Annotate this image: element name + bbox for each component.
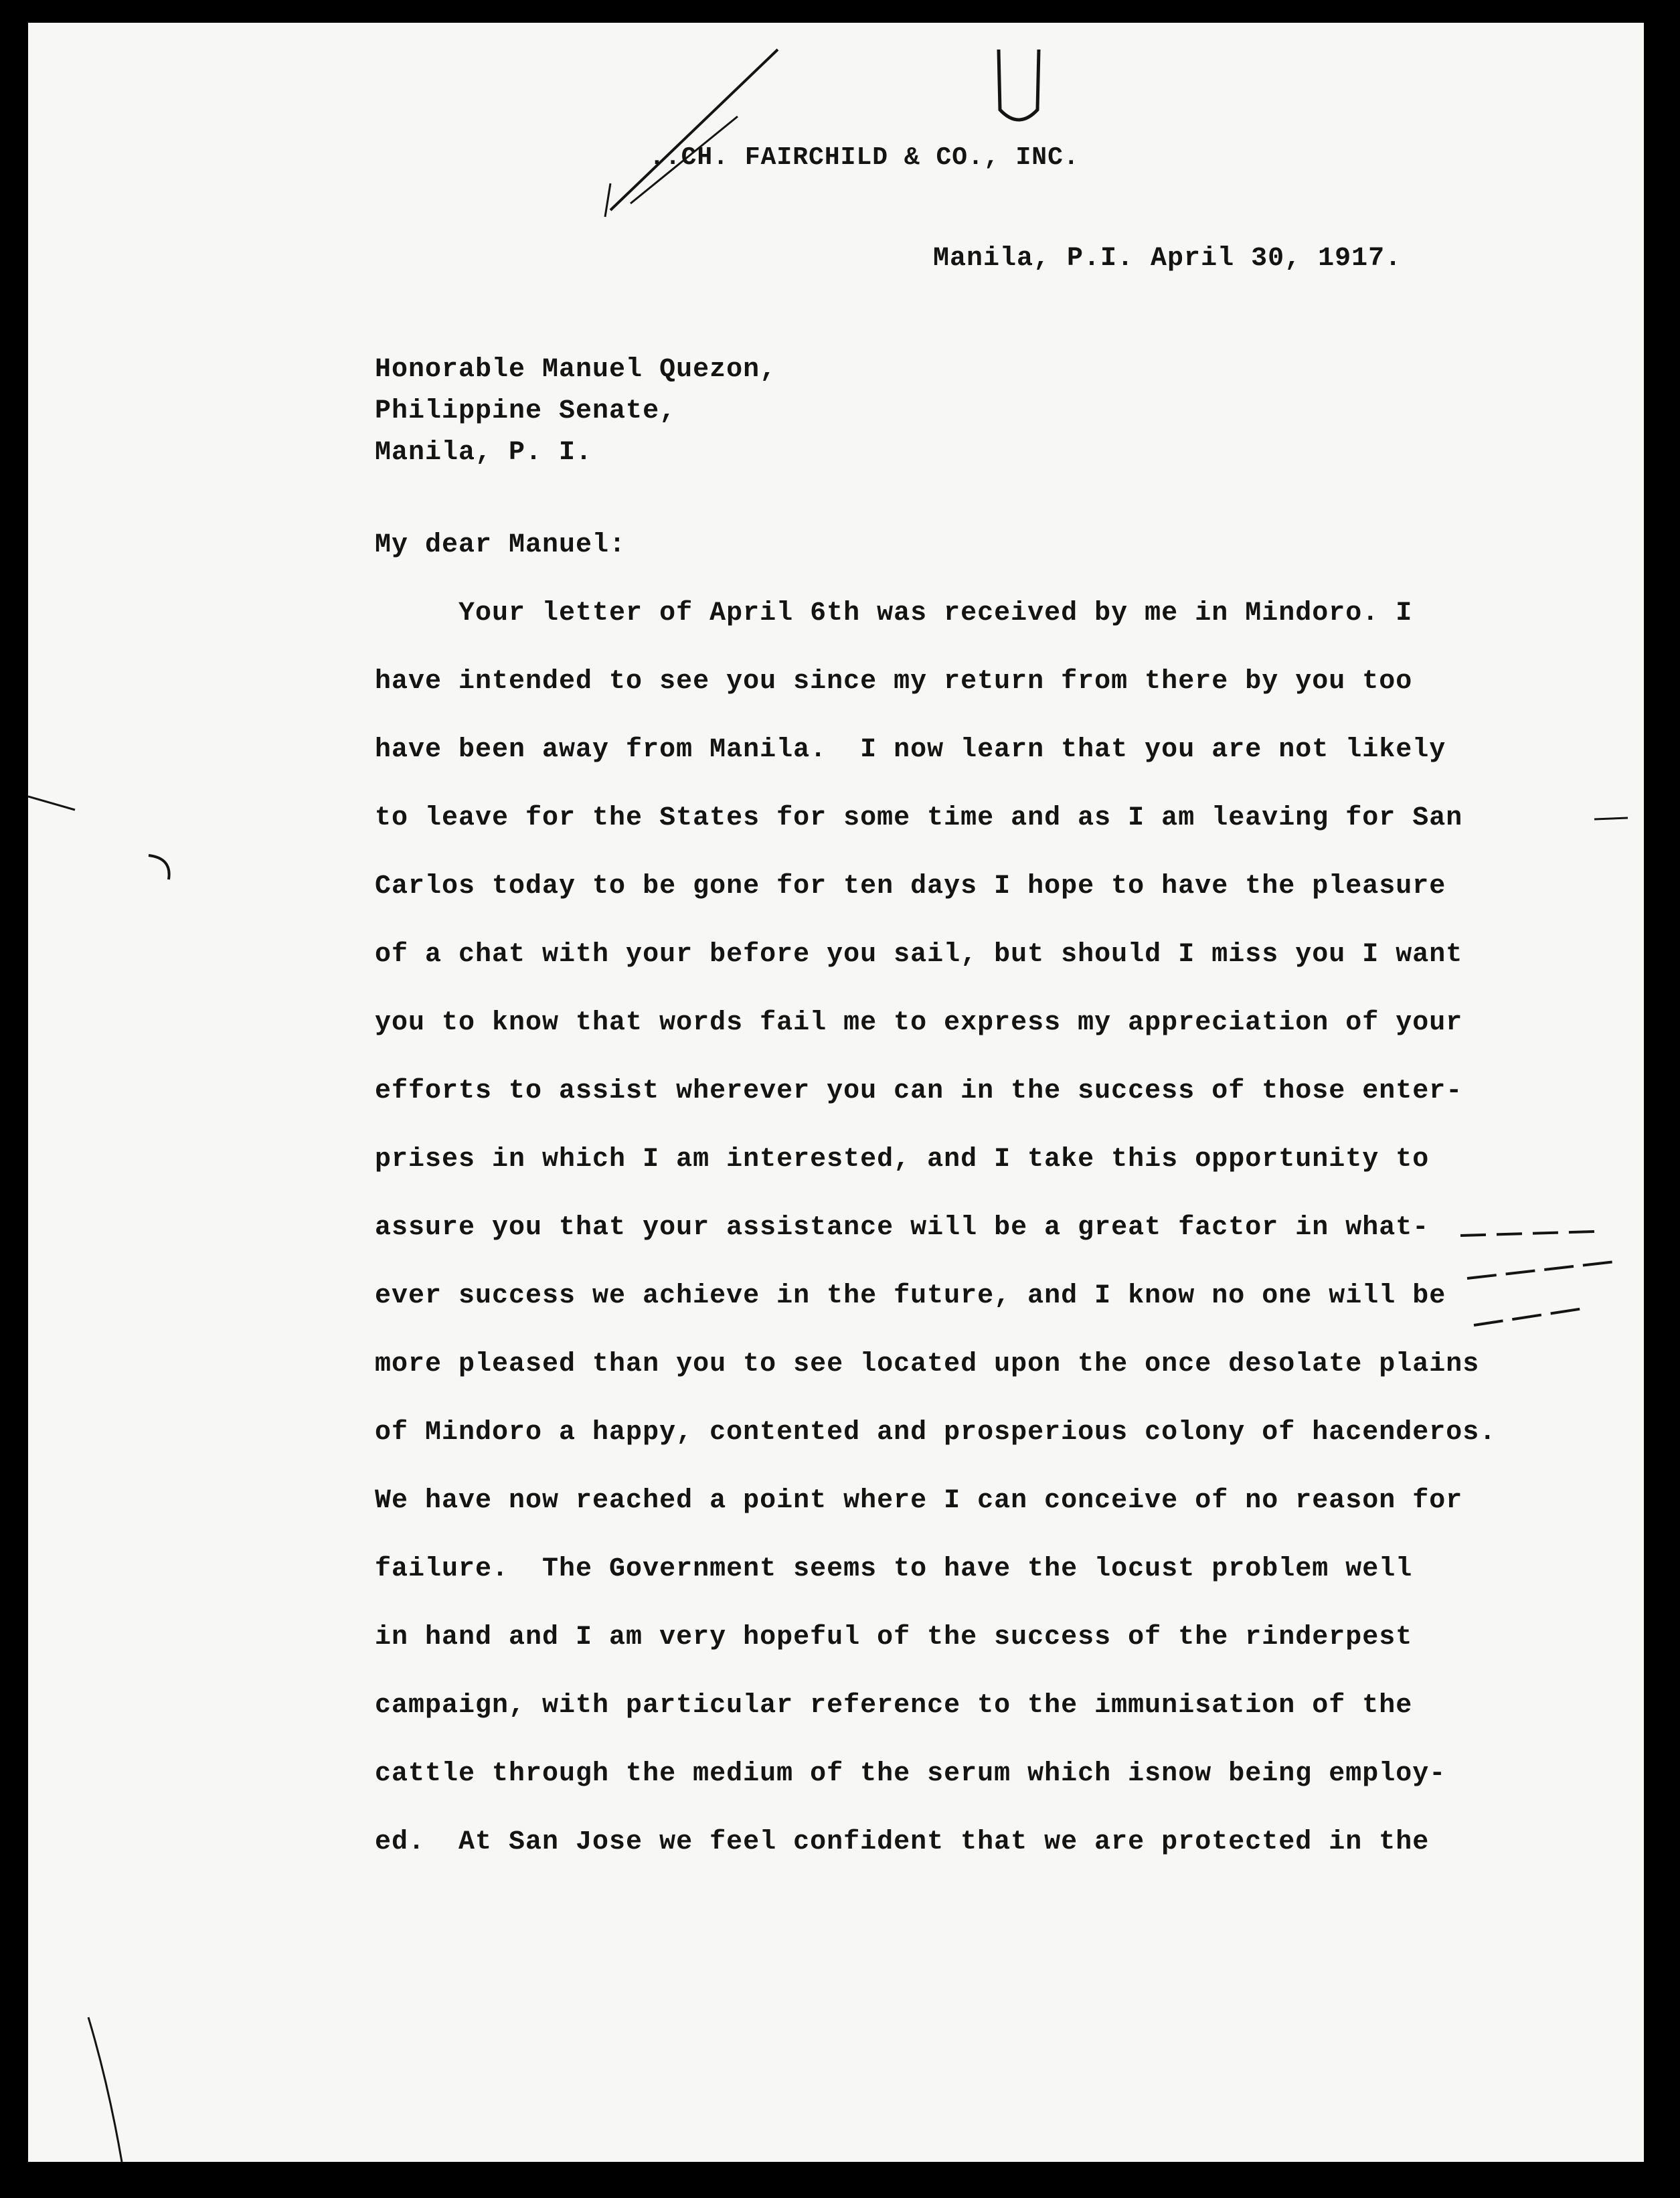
body-line: have intended to see you since my return from there by you too	[375, 667, 1413, 697]
body-line: you to know that words fail me to express my appreciation of your	[375, 1008, 1463, 1038]
body-line: efforts to assist wherever you can in the success of those enter-	[375, 1076, 1463, 1106]
recipient-org: Philippine Senate,	[375, 396, 677, 426]
letter-page	[28, 23, 1644, 2162]
body-line: prises in which I am interested, and I take this opportunity to	[375, 1145, 1430, 1175]
body-line: ever success we achieve in the future, and I know no one will be	[375, 1281, 1446, 1311]
body-line: have been away from Manila. I now learn that you are not likely	[375, 735, 1446, 765]
body-line: to leave for the States for some time and as I am leaving for San	[375, 803, 1463, 833]
body-line: assure you that your assistance will be a great factor in what-	[375, 1213, 1430, 1243]
dateline: Manila, P.I. April 30, 1917.	[933, 244, 1402, 274]
recipient-name: Honorable Manuel Quezon,	[375, 355, 777, 385]
recipient-city: Manila, P. I.	[375, 438, 593, 468]
salutation: My dear Manuel:	[375, 530, 626, 560]
body-line: failure. The Government seems to have the locust problem well	[375, 1554, 1413, 1584]
body-line: We have now reached a point where I can conceive of no reason for	[375, 1486, 1463, 1516]
body-line: in hand and I am very hopeful of the success of the rinderpest	[375, 1622, 1413, 1653]
body-line: campaign, with particular reference to the immunisation of the	[375, 1691, 1413, 1721]
body-line: Your letter of April 6th was received by me in Mindoro. I	[375, 598, 1413, 628]
body-line: of a chat with your before you sail, but should I miss you I want	[375, 940, 1463, 970]
body-line: cattle through the medium of the serum which isnow being employ-	[375, 1759, 1446, 1789]
body-line: more pleased than you to see located upon the once desolate plains	[375, 1349, 1480, 1379]
body-line: ed. At San Jose we feel confident that we are protected in the	[375, 1827, 1430, 1857]
body-line: of Mindoro a happy, contented and prosperious colony of hacenderos.	[375, 1418, 1497, 1448]
letterhead: ..CH. FAIRCHILD & CO., INC.	[649, 143, 1080, 172]
body-line: Carlos today to be gone for ten days I hope to have the pleasure	[375, 871, 1446, 902]
